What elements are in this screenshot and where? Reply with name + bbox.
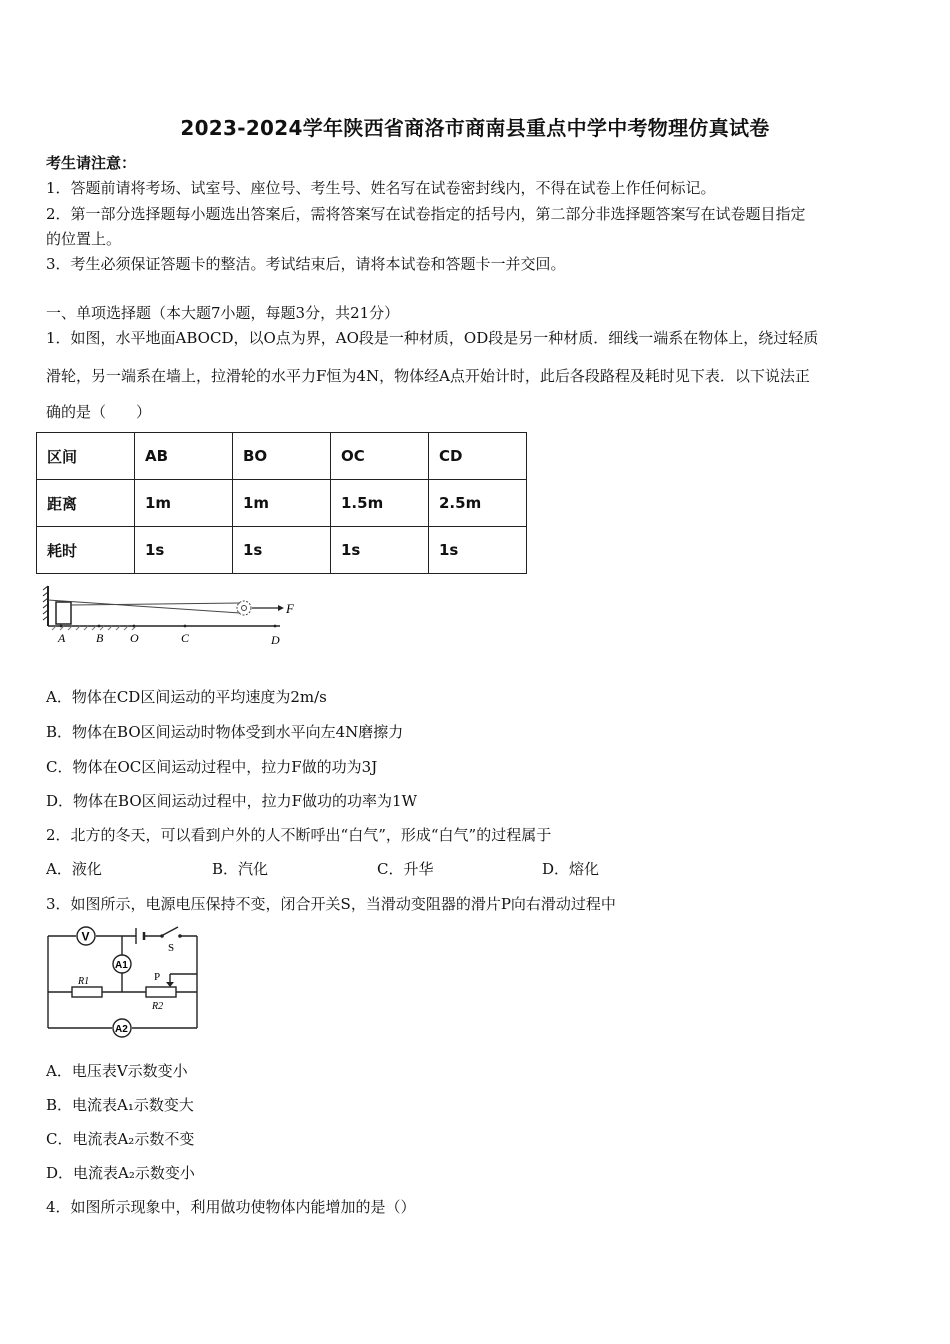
q4-stem: 4．如图所示现象中，利用做功使物体内能增加的是（） [46, 1198, 416, 1216]
r1-label: R1 [78, 976, 90, 987]
resistor-r1-icon [72, 976, 102, 997]
point-label-b: B [96, 631, 104, 645]
battery-icon [136, 928, 144, 944]
string-lower [48, 600, 240, 613]
table-cell: 1.5m [331, 480, 429, 527]
q2-option-a: A．液化 [46, 860, 102, 878]
table-cell: 耗时 [37, 527, 135, 574]
notice-item: 3．考生必须保证答题卡的整洁。考试结束后，请将本试卷和答题卡一并交回。 [46, 255, 566, 273]
notice-item: 2．第一部分选择题每小题选出答案后，需将答案写在试卷指定的括号内，第二部分非选择题答案写在试卷题目指定 [46, 205, 806, 223]
r2-label: R2 [152, 1001, 164, 1012]
force-arrowhead [278, 605, 284, 611]
table-row [37, 527, 527, 574]
page-title: 2023-2024学年陕西省商洛市商南县重点中学中考物理仿真试卷 [180, 116, 770, 140]
table-cell: 1m [233, 480, 331, 527]
voltmeter-label: V [81, 929, 90, 944]
slider-label: P [154, 971, 161, 983]
q3-circuit-figure [44, 922, 206, 1040]
slider-arrow [166, 982, 174, 987]
voltmeter-icon [77, 927, 95, 945]
q2-option-d: D．熔化 [542, 860, 600, 878]
table-header-cell: OC [331, 433, 429, 480]
ammeter-a1-label: A1 [115, 960, 128, 971]
table-cell: 1s [331, 527, 429, 574]
point-label-o: O [130, 631, 139, 645]
switch-icon [160, 927, 182, 954]
ammeter-a1-icon [113, 955, 131, 973]
table-row [37, 433, 527, 480]
section-heading: 一、单项选择题（本大题7小题，每题3分，共21分） [46, 304, 400, 322]
wall [43, 586, 48, 626]
q1-option-d: D．物体在BO区间运动过程中，拉力F做功的功率为1W [46, 792, 417, 810]
q3-option-d: D．电流表A₂示数变小 [46, 1164, 195, 1182]
point-label-a: A [58, 631, 66, 645]
point-label-c: C [181, 631, 190, 645]
table-cell: 1s [135, 527, 233, 574]
q1-stem-line: 1．如图，水平地面ABOCD，以O点为界，AO段是一种材质，OD段是另一种材质．细线一端系在物体上，绕过轻质 [46, 329, 819, 347]
q1-option-b: B．物体在BO区间运动时物体受到水平向左4N磨擦力 [46, 723, 404, 741]
table-cell: 1s [429, 527, 527, 574]
q1-stem-line: 确的是（ ） [46, 403, 152, 421]
table-cell: 距离 [37, 480, 135, 527]
q3-option-a: A．电压表V示数变小 [46, 1062, 188, 1080]
table-cell: 1s [233, 527, 331, 574]
q3-option-b: B．电流表A₁示数变大 [46, 1096, 194, 1114]
table-row [37, 480, 527, 527]
table-header-cell: BO [233, 433, 331, 480]
q3-stem: 3．如图所示，电源电压保持不变，闭合开关S，当滑动变阻器的滑片P向右滑动过程中 [46, 895, 616, 913]
rheostat-r2-icon [146, 971, 176, 1012]
switch-label: S [168, 942, 175, 954]
q1-option-c: C．物体在OC区间运动过程中，拉力F做的功为3J [46, 758, 378, 776]
ammeter-a2-label: A2 [115, 1024, 128, 1035]
ammeter-a2-icon [113, 1019, 131, 1037]
table-header-cell: 区间 [37, 433, 135, 480]
table-cell: 2.5m [429, 480, 527, 527]
q2-stem: 2．北方的冬天，可以看到户外的人不断呼出“白气”，形成“白气”的过程属于 [46, 826, 552, 844]
table-header-cell: AB [135, 433, 233, 480]
q2-option-c: C．升华 [377, 860, 434, 878]
table-header-cell: CD [429, 433, 527, 480]
q2-option-b: B．汽化 [212, 860, 269, 878]
notice-item: 的位置上。 [46, 230, 122, 248]
q1-data-table [36, 432, 527, 574]
table-cell: 1m [135, 480, 233, 527]
notice-heading: 考生请注意： [46, 154, 137, 172]
q3-option-c: C．电流表A₂示数不变 [46, 1130, 195, 1148]
q1-option-a: A．物体在CD区间运动的平均速度为2m/s [46, 688, 327, 706]
q1-pulley-figure [40, 582, 300, 648]
block-object [56, 602, 71, 624]
point-label-d: D [271, 633, 280, 647]
notice-item: 1．答题前请将考场、试室号、座位号、考生号、姓名写在试卷密封线内，不得在试卷上作任何标记。 [46, 179, 716, 197]
force-label: F [286, 601, 294, 616]
q1-stem-line: 滑轮，另一端系在墙上，拉滑轮的水平力F恒为4N，物体经A点开始计时，此后各段路程及耗时见下表．以下说法正 [46, 367, 810, 385]
